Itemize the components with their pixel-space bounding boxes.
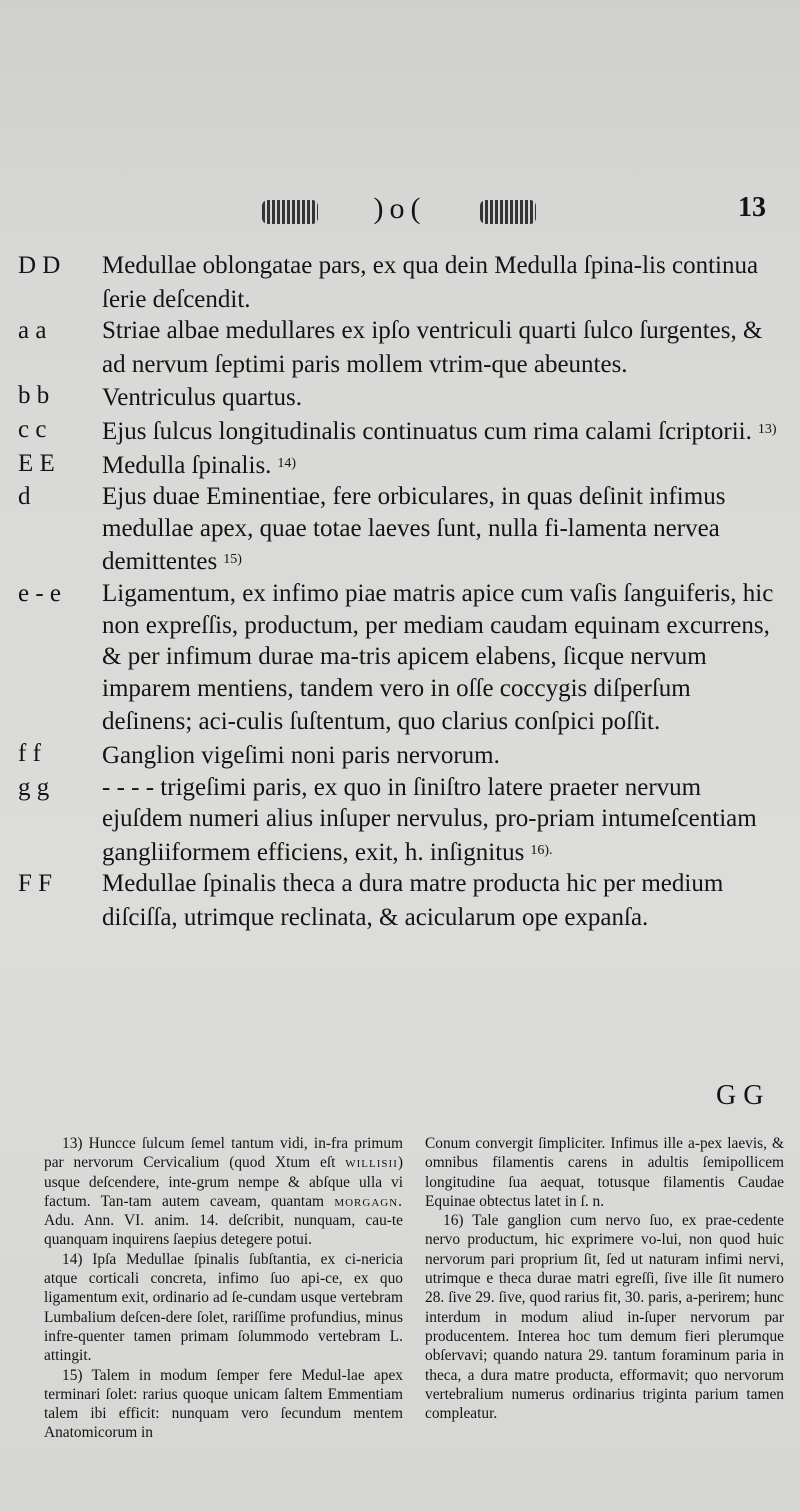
legend-entry (18, 414, 788, 448)
entry-text: Striae albae medullares ex ipſo ventriculi quarti ſulco ſurgentes, & ad nervum ſeptimi paris mollem vtrim-que abeuntes. (102, 317, 763, 378)
footnote-ref: 15) (223, 552, 242, 568)
footnote: 15) Talem in modum ſemper fere Medul-lae apex terminari ſolet: rarius quoque unicam ſaltem Emmentiam talem ibi efficit: nunquam vero ſecundum mentem Anatomicorum in (44, 1366, 403, 1442)
footnote: 14) Ipſa Medullae ſpinalis ſubſtantia, ex ci-nericia atque corticali concreta, infimo ſuo api-ce, ex quo ligamentum exit, ordinario ad ſe-cundam usque vertebram Lumbalium deſcen-dere ſolet, rariſſime profundius, minus infre-quenter tamen primam ſolummodo vertebram L. attingit. (44, 1250, 403, 1365)
legend-entry (18, 772, 788, 869)
entry-label: F F (18, 870, 53, 898)
running-header (0, 192, 800, 232)
entry-text: Ejus ſulcus longitudinalis continuatus cum rima calami ſcriptorii. $^{13)}$ (102, 417, 777, 445)
legend-entry (18, 315, 788, 380)
page-number: 13 (738, 192, 766, 223)
legend-entry (18, 250, 788, 315)
catchword: G G (716, 1080, 764, 1111)
entry-label: f f (18, 739, 41, 767)
entry-text: Medullae oblongatae pars, ex qua dein Medulla ſpina-lis continua ſerie deſcendit. (102, 252, 759, 313)
footnote-column-right (425, 1134, 784, 1443)
entry-label: d (18, 483, 31, 511)
ornament-left-icon (262, 200, 318, 224)
legend-entries (18, 250, 788, 933)
footnote-continuation: Conum convergit ſimpliciter. Infimus ille a-pex laevis, & omnibus filamentis carens in adultis ſemipollicem longitudine ſua aequat, totusque filamentis Caudae Equinae obtectus latet in ſ. n. (425, 1135, 784, 1210)
footnote-ref: 16). (530, 842, 553, 858)
footnote: 13) Huncce ſulcum ſemel tantum vidi, in-fra primum par nervorum Cervicalium (quod Xtum eſt willisii) usque deſcendere, inte-grum nempe & abſque ulla vi factum. Tan-tam autem caveam, quantam morgagn. Adu. Ann. VI. anim. 14. deſcribit, nunquam, cau-te quanquam inquirens ſaepius detegere potui. (44, 1135, 403, 1249)
entry-text: Ventriculus quartus. (102, 384, 302, 412)
entry-text: Medullae ſpinalis theca a dura matre producta hic per medium diſciſſa, utrimque reclinata, & acicularum ope expanſa. (102, 870, 724, 931)
footnote-ref: 13) (757, 421, 777, 437)
entry-label: E E (18, 449, 55, 477)
entry-text: Ejus duae Eminentiae, fere orbiculares, in quas deſinit infimus medullae apex, quae totae laeves ſunt, nulla fi-lamenta nervea demittentes $^{15)}$ (102, 483, 726, 576)
entry-label: a a (18, 317, 47, 345)
header-center: )o( (373, 192, 427, 225)
ornament-right-icon (480, 200, 536, 224)
footnotes (44, 1134, 784, 1443)
footnote: 16) Tale ganglion cum nervo ſuo, ex prae-cedente nervo productum, hic exprimere vo-lui, non quod huic nervorum pari proprium ſit, ſed ut naturam infimi nervi, utrimque e theca durae matri egreſſi, ſive ille ſit numero 28. ſive 29. ſive, quod rarius fit, 30. paris, a-perirem; hunc interdum in modum aliud in-ſuper nervorum par producentem. Interea hoc tum demum fieri plerumque obſervavi; quando natura 29. tantum foraminum paria in theca, a dura matre producta, efformavit; quo nervorum vertebralium numerus ordinarius triginta parium tamen compleatur. (425, 1212, 784, 1423)
entry-text: Medulla ſpinalis. $^{14)}$ (102, 451, 297, 479)
legend-entry (18, 578, 788, 738)
entry-label: b b (18, 382, 50, 410)
legend-entry (18, 868, 788, 933)
entry-text: Ganglion vigeſimi noni paris nervorum. (102, 741, 500, 769)
entry-text: Ligamentum, ex infimo piae matris apice cum vaſis ſanguiferis, hic non expreſſis, productum, per mediam caudam equinam excurrens, & per infimum durae ma-tris apicem elabens, ſicque nervum imparem mentiens, tandem vero in oſſe coccygis diſperſum deſinens; aci-culis ſuſtentum, quo clarius conſpici poſſit. (102, 579, 774, 736)
entry-label: g g (18, 773, 50, 801)
entry-label: e - e (18, 579, 62, 607)
entry-text: - - - - trigeſimi paris, ex quo in ſiniſtro latere praeter nervum ejuſdem numeri alius inſuper nervulus, pro-priam intumeſcentiam gangliiformem efficiens, exit, h. inſignitus $^{16).}$ (102, 773, 757, 866)
footnote-ref: 14) (277, 455, 297, 471)
footnote-column-left (44, 1134, 403, 1443)
legend-entry (18, 380, 788, 414)
legend-entry (18, 448, 788, 482)
legend-entry (18, 481, 788, 578)
entry-label: c c (18, 415, 47, 443)
legend-entry (18, 738, 788, 772)
entry-label: D D (18, 252, 61, 279)
